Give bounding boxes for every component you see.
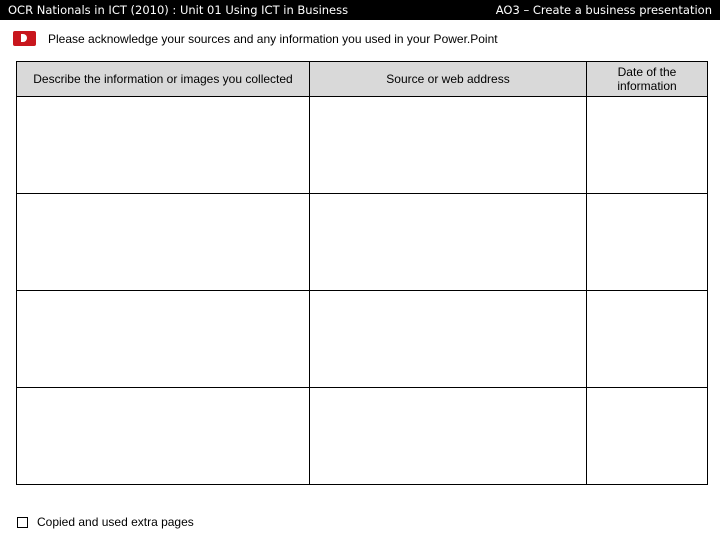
red-tab-icon <box>13 31 36 46</box>
date-cell[interactable] <box>587 97 708 194</box>
description-cell[interactable] <box>17 97 310 194</box>
description-cell[interactable] <box>17 291 310 388</box>
date-cell[interactable] <box>587 194 708 291</box>
extra-pages-label: Copied and used extra pages <box>37 515 194 529</box>
date-cell[interactable] <box>587 291 708 388</box>
table-row <box>17 291 708 388</box>
column-header-source: Source or web address <box>310 62 587 97</box>
table-row <box>17 194 708 291</box>
extra-pages-checkbox[interactable] <box>17 517 28 528</box>
source-cell[interactable] <box>310 291 587 388</box>
header-bar <box>0 0 720 20</box>
table-header-row <box>17 62 708 97</box>
column-header-date: Date of the information <box>587 62 708 97</box>
description-cell[interactable] <box>17 388 310 485</box>
table-row <box>17 97 708 194</box>
source-cell[interactable] <box>310 194 587 291</box>
column-header-description: Describe the information or images you collected <box>17 62 310 97</box>
extra-pages-option <box>17 515 194 529</box>
source-cell[interactable] <box>310 388 587 485</box>
instruction-text: Please acknowledge your sources and any information you used in your Power.Point <box>48 32 498 46</box>
sources-table <box>16 61 708 485</box>
table-row <box>17 388 708 485</box>
source-cell[interactable] <box>310 97 587 194</box>
date-cell[interactable] <box>587 388 708 485</box>
course-title: OCR Nationals in ICT (2010) : Unit 01 Using ICT in Business <box>8 3 349 17</box>
description-cell[interactable] <box>17 194 310 291</box>
assessment-objective: AO3 – Create a business presentation <box>495 3 712 17</box>
